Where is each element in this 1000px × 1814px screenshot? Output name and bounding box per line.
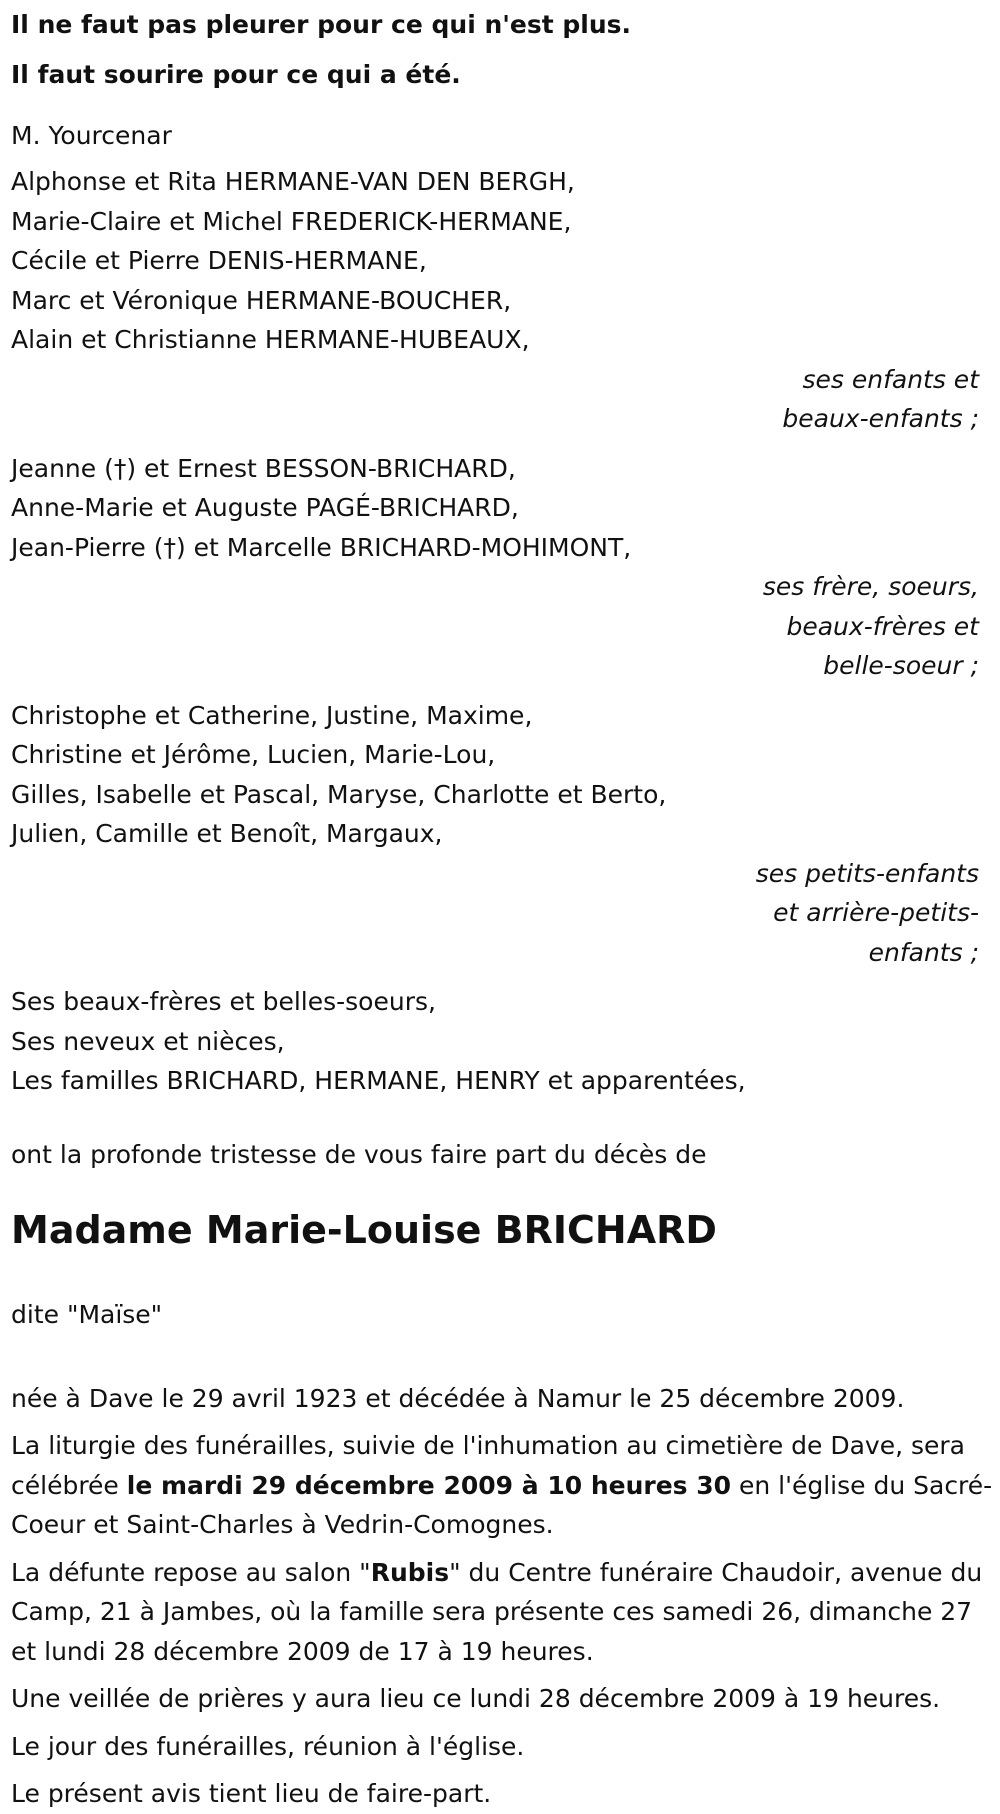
family-line: Gilles, Isabelle et Pascal, Maryse, Charlotte et Berto, <box>11 779 667 809</box>
rest-paragraph <box>11 1553 996 1672</box>
notice-line: Le présent avis tient lieu de faire-part. <box>11 1779 492 1808</box>
grandchildren-role <box>11 854 991 973</box>
announcement-intro: ont la profonde tristesse de vous faire part du décès de <box>11 1139 707 1169</box>
role-line: beaux-enfants ; <box>782 404 979 433</box>
family-line: Ses neveux et nièces, <box>11 1026 285 1056</box>
obituary-notice <box>11 10 991 1814</box>
funeral-date: le mardi 29 décembre 2009 à 10 heures 30 <box>126 1470 732 1500</box>
salon-name: Rubis <box>370 1557 450 1587</box>
quote-line-2: Il faut sourire pour ce qui a été. <box>11 60 461 89</box>
family-line: Les familles BRICHARD, HERMANE, HENRY et apparentées, <box>11 1066 746 1095</box>
quote-line-1: Il ne faut pas pleurer pour ce qui n'est plus. <box>11 10 632 39</box>
family-line: Christine et Jérôme, Lucien, Marie-Lou, <box>11 740 496 769</box>
siblings-group <box>11 449 991 686</box>
children-group <box>11 162 991 439</box>
role-line: ses enfants et <box>802 364 979 394</box>
family-line: Alain et Christianne HERMANE-HUBEAUX, <box>11 325 530 354</box>
role-line: beaux-frères et <box>786 611 979 641</box>
deceased-nickname: dite "Maïse" <box>11 1299 163 1329</box>
children-role <box>11 360 991 439</box>
grandchildren-group <box>11 696 991 973</box>
family-line: Julien, Camille et Benoît, Margaux, <box>11 819 443 848</box>
family-line: Alphonse et Rita HERMANE-VAN DEN BERGH, <box>11 167 575 196</box>
family-line: Cécile et Pierre DENIS-HERMANE, <box>11 246 427 275</box>
role-line: ses petits-enfants <box>755 858 979 888</box>
family-line: Jeanne (†) et Ernest BESSON-BRICHARD, <box>11 453 516 483</box>
rest-text: La défunte repose au salon " <box>11 1557 371 1587</box>
birth-death-line: née à Dave le 29 avril 1923 et décédée à Namur le 25 décembre 2009. <box>11 1383 905 1413</box>
role-line: et arrière-petits- <box>773 898 979 927</box>
family-line: Anne-Marie et Auguste PAGÉ-BRICHARD, <box>11 493 519 522</box>
role-line: belle-soeur ; <box>823 651 979 680</box>
role-line: ses frère, soeurs, <box>762 572 979 601</box>
family-line: Christophe et Catherine, Justine, Maxime, <box>11 700 533 730</box>
vigil-line: Une veillée de prières y aura lieu ce lundi 28 décembre 2009 à 19 heures. <box>11 1684 941 1713</box>
meeting-line: Le jour des funérailles, réunion à l'église. <box>11 1731 525 1761</box>
family-line: Jean-Pierre (†) et Marcelle BRICHARD-MOHIMONT, <box>11 532 632 562</box>
role-line: enfants ; <box>868 937 979 967</box>
rest-text: " du Centre funéraire Chaudoir, avenue du Camp, 21 à Jambes, où la famille sera présente ces samedi 26, dimanche 27 et lundi 28 décembre 2009 de 17 à 19 heures. <box>11 1557 983 1666</box>
others-group <box>11 982 991 1101</box>
family-line: Ses beaux-frères et belles-soeurs, <box>11 987 436 1016</box>
funeral-text: en l'église du Sacré-Coeur et Saint-Charles à Vedrin-Comognes. <box>11 1470 993 1539</box>
family-line: Marc et Véronique HERMANE-BOUCHER, <box>11 285 512 315</box>
funeral-paragraph <box>11 1426 996 1545</box>
siblings-role <box>11 567 991 686</box>
quote-author: M. Yourcenar <box>11 121 172 150</box>
funeral-text: La liturgie des funérailles, suivie de l'inhumation au cimetière de Dave, sera célébrée <box>11 1431 965 1500</box>
deceased-name: Madame Marie-Louise BRICHARD <box>11 1207 717 1252</box>
family-line: Marie-Claire et Michel FREDERICK-HERMANE, <box>11 206 572 236</box>
